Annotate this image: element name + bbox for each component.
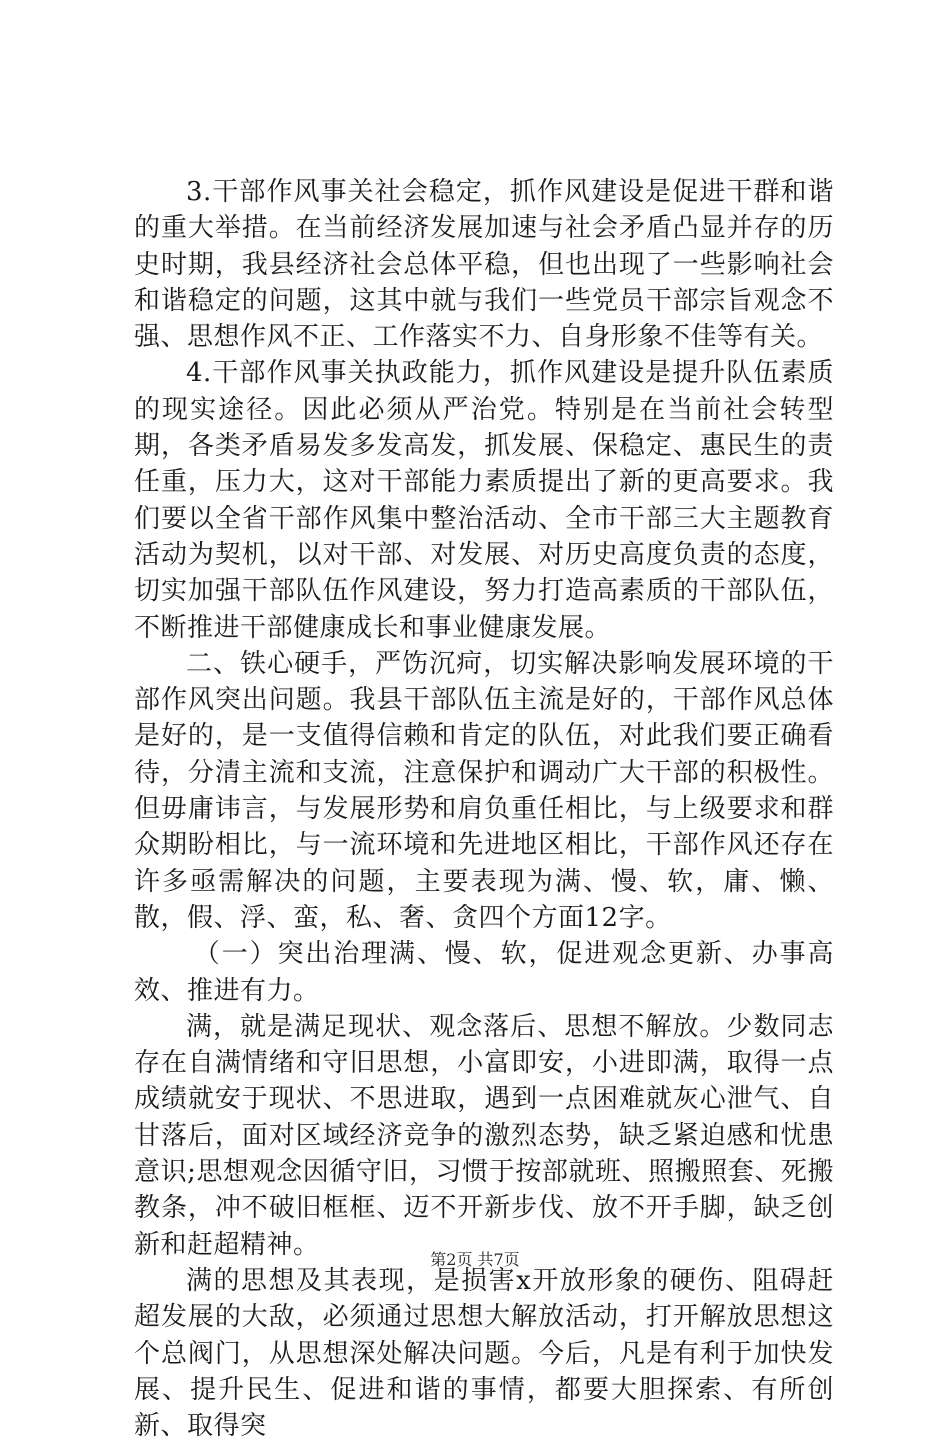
- paragraph-man-definition: 满，就是满足现状、观念落后、思想不解放。少数同志存在自满情绪和守旧思想，小富即安，小进即满，取得一点成绩就安于现状、不思进取，遇到一点困难就灰心泄气、自甘落后，面对区域经济竞争的激烈态势，缺乏紧迫感和忧患意识;思想观念因循守旧，习惯于按部就班、照搬照套、死搬教条，冲不破旧框框、迈不开新步伐、放不开手脚，缺乏创新和赶超精神。: [134, 1011, 834, 1260]
- paragraph-man-remedy: 满的思想及其表现，是损害x开放形象的硬伤、阻碍赶超发展的大敌，必须通过思想大解放活动，打开解放思想这个总阀门，从思想深处解决问题。今后，凡是有利于加快发展、提升民生、促进和谐的事情，都要大胆探索、有所创新、取得突: [134, 1265, 834, 1442]
- paragraph-stability: 3.干部作风事关社会稳定，抓作风建设是促进干群和谐的重大举措。在当前经济发展加速与社会矛盾凸显并存的历史时期，我县经济社会总体平稳，但也出现了一些影响社会和谐稳定的问题，这其中就与我们一些党员干部宗旨观念不强、思想作风不正、工作落实不力、自身形象不佳等有关。: [134, 177, 834, 353]
- paragraph-section-two: 二、铁心硬手，严饬沉疴，切实解决影响发展环境的干部作风突出问题。我县干部队伍主流是好的，干部作风总体是好的，是一支值得信赖和肯定的队伍，对此我们要正确看待，分清主流和支流，注意保护和调动广大干部的积极性。但毋庸讳言，与发展形势和肩负重任相比，与上级要求和群众期盼相比，与一流环境和先进地区相比，干部作风还存在许多亟需解决的问题，主要表现为满、慢、软，庸、懒、散，假、浮、蛮，私、奢、贪四个方面12字。: [134, 648, 834, 933]
- page-footer: [0, 1250, 950, 1270]
- page-number: 第2页 共7页: [430, 1250, 520, 1269]
- paragraph-governance: 4.干部作风事关执政能力，抓作风建设是提升队伍素质的现实途径。因此必须从严治党。特别是在当前社会转型期，各类矛盾易发多发高发，抓发展、保稳定、惠民生的责任重，压力大，这对干部能力素质提出了新的更高要求。我们要以全省干部作风集中整治活动、全市干部三大主题教育活动为契机，以对干部、对发展、对历史高度负责的态度，切实加强干部队伍作风建设，努力打造高素质的干部队伍，不断推进干部健康成长和事业健康发展。: [134, 358, 834, 643]
- subsection-heading-one: （一）突出治理满、慢、软，促进观念更新、办事高效、推进有力。: [134, 939, 834, 1006]
